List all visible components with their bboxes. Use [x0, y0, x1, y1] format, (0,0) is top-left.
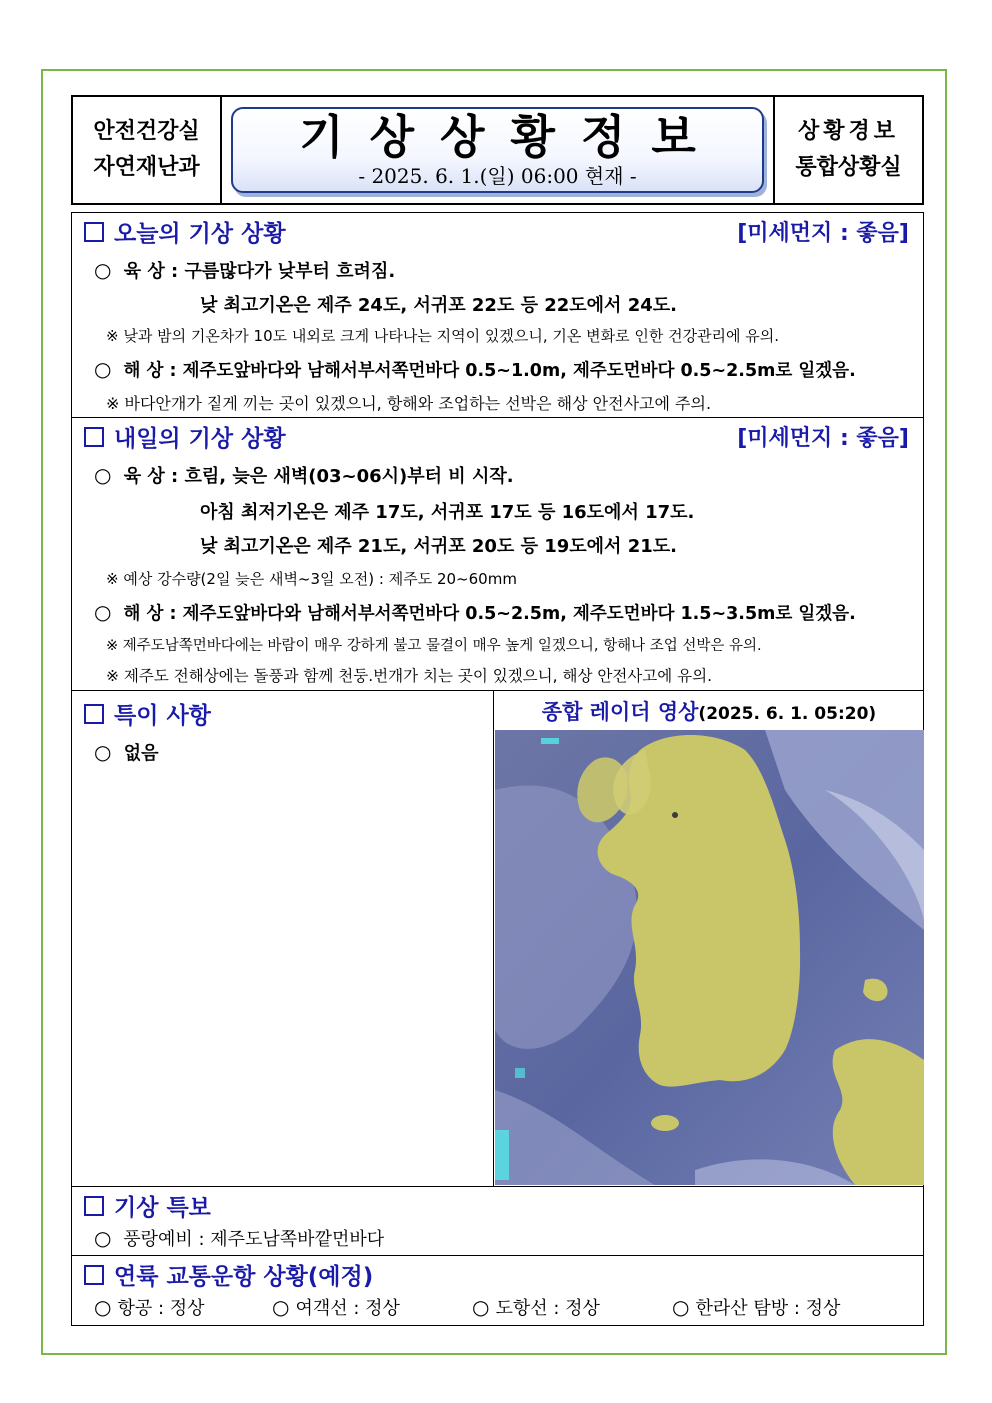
checkbox-icon — [84, 704, 104, 724]
warnings-item-text: 풍랑예비 : 제주도남쪽바깥먼바다 — [123, 1229, 385, 1250]
tomorrow-sea-line: 제주도앞바다와 남해서부서쪽먼바다 0.5~2.5m, 제주도먼바다 1.5~3.5m로 일겠음. — [182, 604, 856, 624]
issuer-department — [73, 97, 222, 203]
traffic-item-text: 여객선 : 정상 — [295, 1298, 400, 1319]
today-sea-label: 해 상 : — [123, 361, 177, 381]
radar-title-text: 종합 레이더 영상 — [541, 700, 699, 724]
issuer-line1: 안전건강실 — [93, 119, 200, 144]
tomorrow-land-label: 육 상 : — [123, 466, 179, 487]
tomorrow-sea-label: 해 상 : — [123, 604, 177, 624]
traffic-item-text: 한라산 탐방 : 정상 — [695, 1298, 841, 1319]
circle-bullet-icon: ○ — [472, 1295, 490, 1319]
traffic-heading — [84, 1258, 373, 1291]
title-box — [231, 107, 764, 193]
special-item — [94, 739, 159, 765]
warnings-heading-text: 기상 특보 — [114, 1195, 211, 1221]
tomorrow-note3: ※ 제주도 전해상에는 돌풍과 함께 천둥.번개가 치는 곳이 있겠으니, 해상 안전사고에 유의. — [106, 667, 713, 685]
traffic-heading-text: 연륙 교통운항 상황(예정) — [114, 1264, 374, 1290]
special-item-text: 없음 — [123, 743, 159, 764]
tomorrow-dust: [미세먼지 : 좋음] — [737, 426, 909, 451]
radar-timestamp: (2025. 6. 1. 05:20) — [698, 704, 877, 724]
checkbox-icon — [84, 222, 104, 242]
tomorrow-section — [71, 417, 924, 691]
office-line2: 통합상황실 — [795, 155, 902, 180]
issuer-office — [773, 97, 922, 203]
tomorrow-note1: ※ 예상 강수량(2일 늦은 새벽~3일 오전) : 제주도 20~60mm — [106, 570, 517, 588]
tomorrow-note2: ※ 제주도남쪽먼바다에는 바람이 매우 강하게 불고 물결이 매우 높게 일겠으니, 항해나 조업 선박은 유의. — [106, 638, 762, 654]
title-cell — [222, 97, 773, 203]
radar-image — [495, 730, 924, 1185]
tomorrow-heading-text: 내일의 기상 상황 — [114, 426, 286, 452]
radar-panel — [493, 690, 924, 1186]
traffic-item-air — [94, 1294, 205, 1320]
today-heading-text: 오늘의 기상 상황 — [114, 221, 286, 247]
traffic-item-island-ferry — [472, 1294, 600, 1320]
circle-bullet-icon: ○ — [94, 357, 112, 381]
circle-bullet-icon: ○ — [94, 1295, 112, 1319]
traffic-item-hallasan — [672, 1294, 840, 1320]
today-land-label: 육 상 : — [123, 261, 179, 282]
today-note2: ※ 바다안개가 짙게 끼는 곳이 있겠으니, 항해와 조업하는 선박은 해상 안전사고에 주의. — [106, 394, 712, 413]
tomorrow-land-line2: 아침 최저기온은 제주 17도, 서귀포 17도 등 16도에서 17도. — [200, 502, 695, 523]
radar-title — [494, 696, 924, 726]
tomorrow-land-line1: 흐림, 늦은 새벽(03~06시)부터 비 시작. — [184, 466, 514, 487]
tomorrow-sea — [94, 600, 856, 625]
checkbox-icon — [84, 1265, 104, 1285]
page-subtitle: - 2025. 6. 1.(일) 06:00 현재 - — [358, 164, 637, 188]
today-sea-line: 제주도앞바다와 남해서부서쪽먼바다 0.5~1.0m, 제주도먼바다 0.5~2.5m로 일겠음. — [182, 361, 856, 381]
today-land — [94, 257, 395, 283]
today-land-line2: 낮 최고기온은 제주 24도, 서귀포 22도 등 22도에서 24도. — [200, 295, 677, 316]
checkbox-icon — [84, 427, 104, 447]
today-section — [71, 212, 924, 418]
circle-bullet-icon: ○ — [94, 463, 112, 487]
page-title: 기상상황정보 — [299, 110, 722, 164]
today-note1: ※ 낮과 밤의 기온차가 10도 내외로 크게 나타나는 지역이 있겠으니, 기온 변화로 인한 건강관리에 유의. — [106, 327, 780, 345]
circle-bullet-icon: ○ — [94, 740, 112, 764]
today-heading — [84, 215, 286, 248]
tomorrow-heading — [84, 420, 286, 453]
circle-bullet-icon: ○ — [272, 1295, 290, 1319]
today-sea — [94, 357, 856, 382]
special-heading-text: 특이 사항 — [114, 703, 211, 729]
warnings-heading — [84, 1189, 211, 1222]
today-land-line1: 구름많다가 낮부터 흐려짐. — [184, 261, 396, 282]
traffic-item-text: 도항선 : 정상 — [495, 1298, 600, 1319]
circle-bullet-icon: ○ — [672, 1295, 690, 1319]
traffic-section — [71, 1255, 924, 1326]
circle-bullet-icon: ○ — [94, 600, 112, 624]
warnings-item — [94, 1225, 384, 1251]
checkbox-icon — [84, 1196, 104, 1216]
traffic-item-text: 항공 : 정상 — [117, 1298, 205, 1319]
office-line1: 상황경보 — [797, 119, 899, 144]
circle-bullet-icon: ○ — [94, 1226, 112, 1250]
document-header — [71, 95, 924, 205]
special-heading — [84, 697, 211, 730]
warnings-section — [71, 1186, 924, 1256]
traffic-item-ferry — [272, 1294, 400, 1320]
tomorrow-land — [94, 462, 514, 488]
tomorrow-land-line3: 낮 최고기온은 제주 21도, 서귀포 20도 등 19도에서 21도. — [200, 536, 677, 557]
issuer-line2: 자연재난과 — [93, 155, 200, 180]
circle-bullet-icon: ○ — [94, 258, 112, 282]
today-dust: [미세먼지 : 좋음] — [737, 221, 909, 246]
